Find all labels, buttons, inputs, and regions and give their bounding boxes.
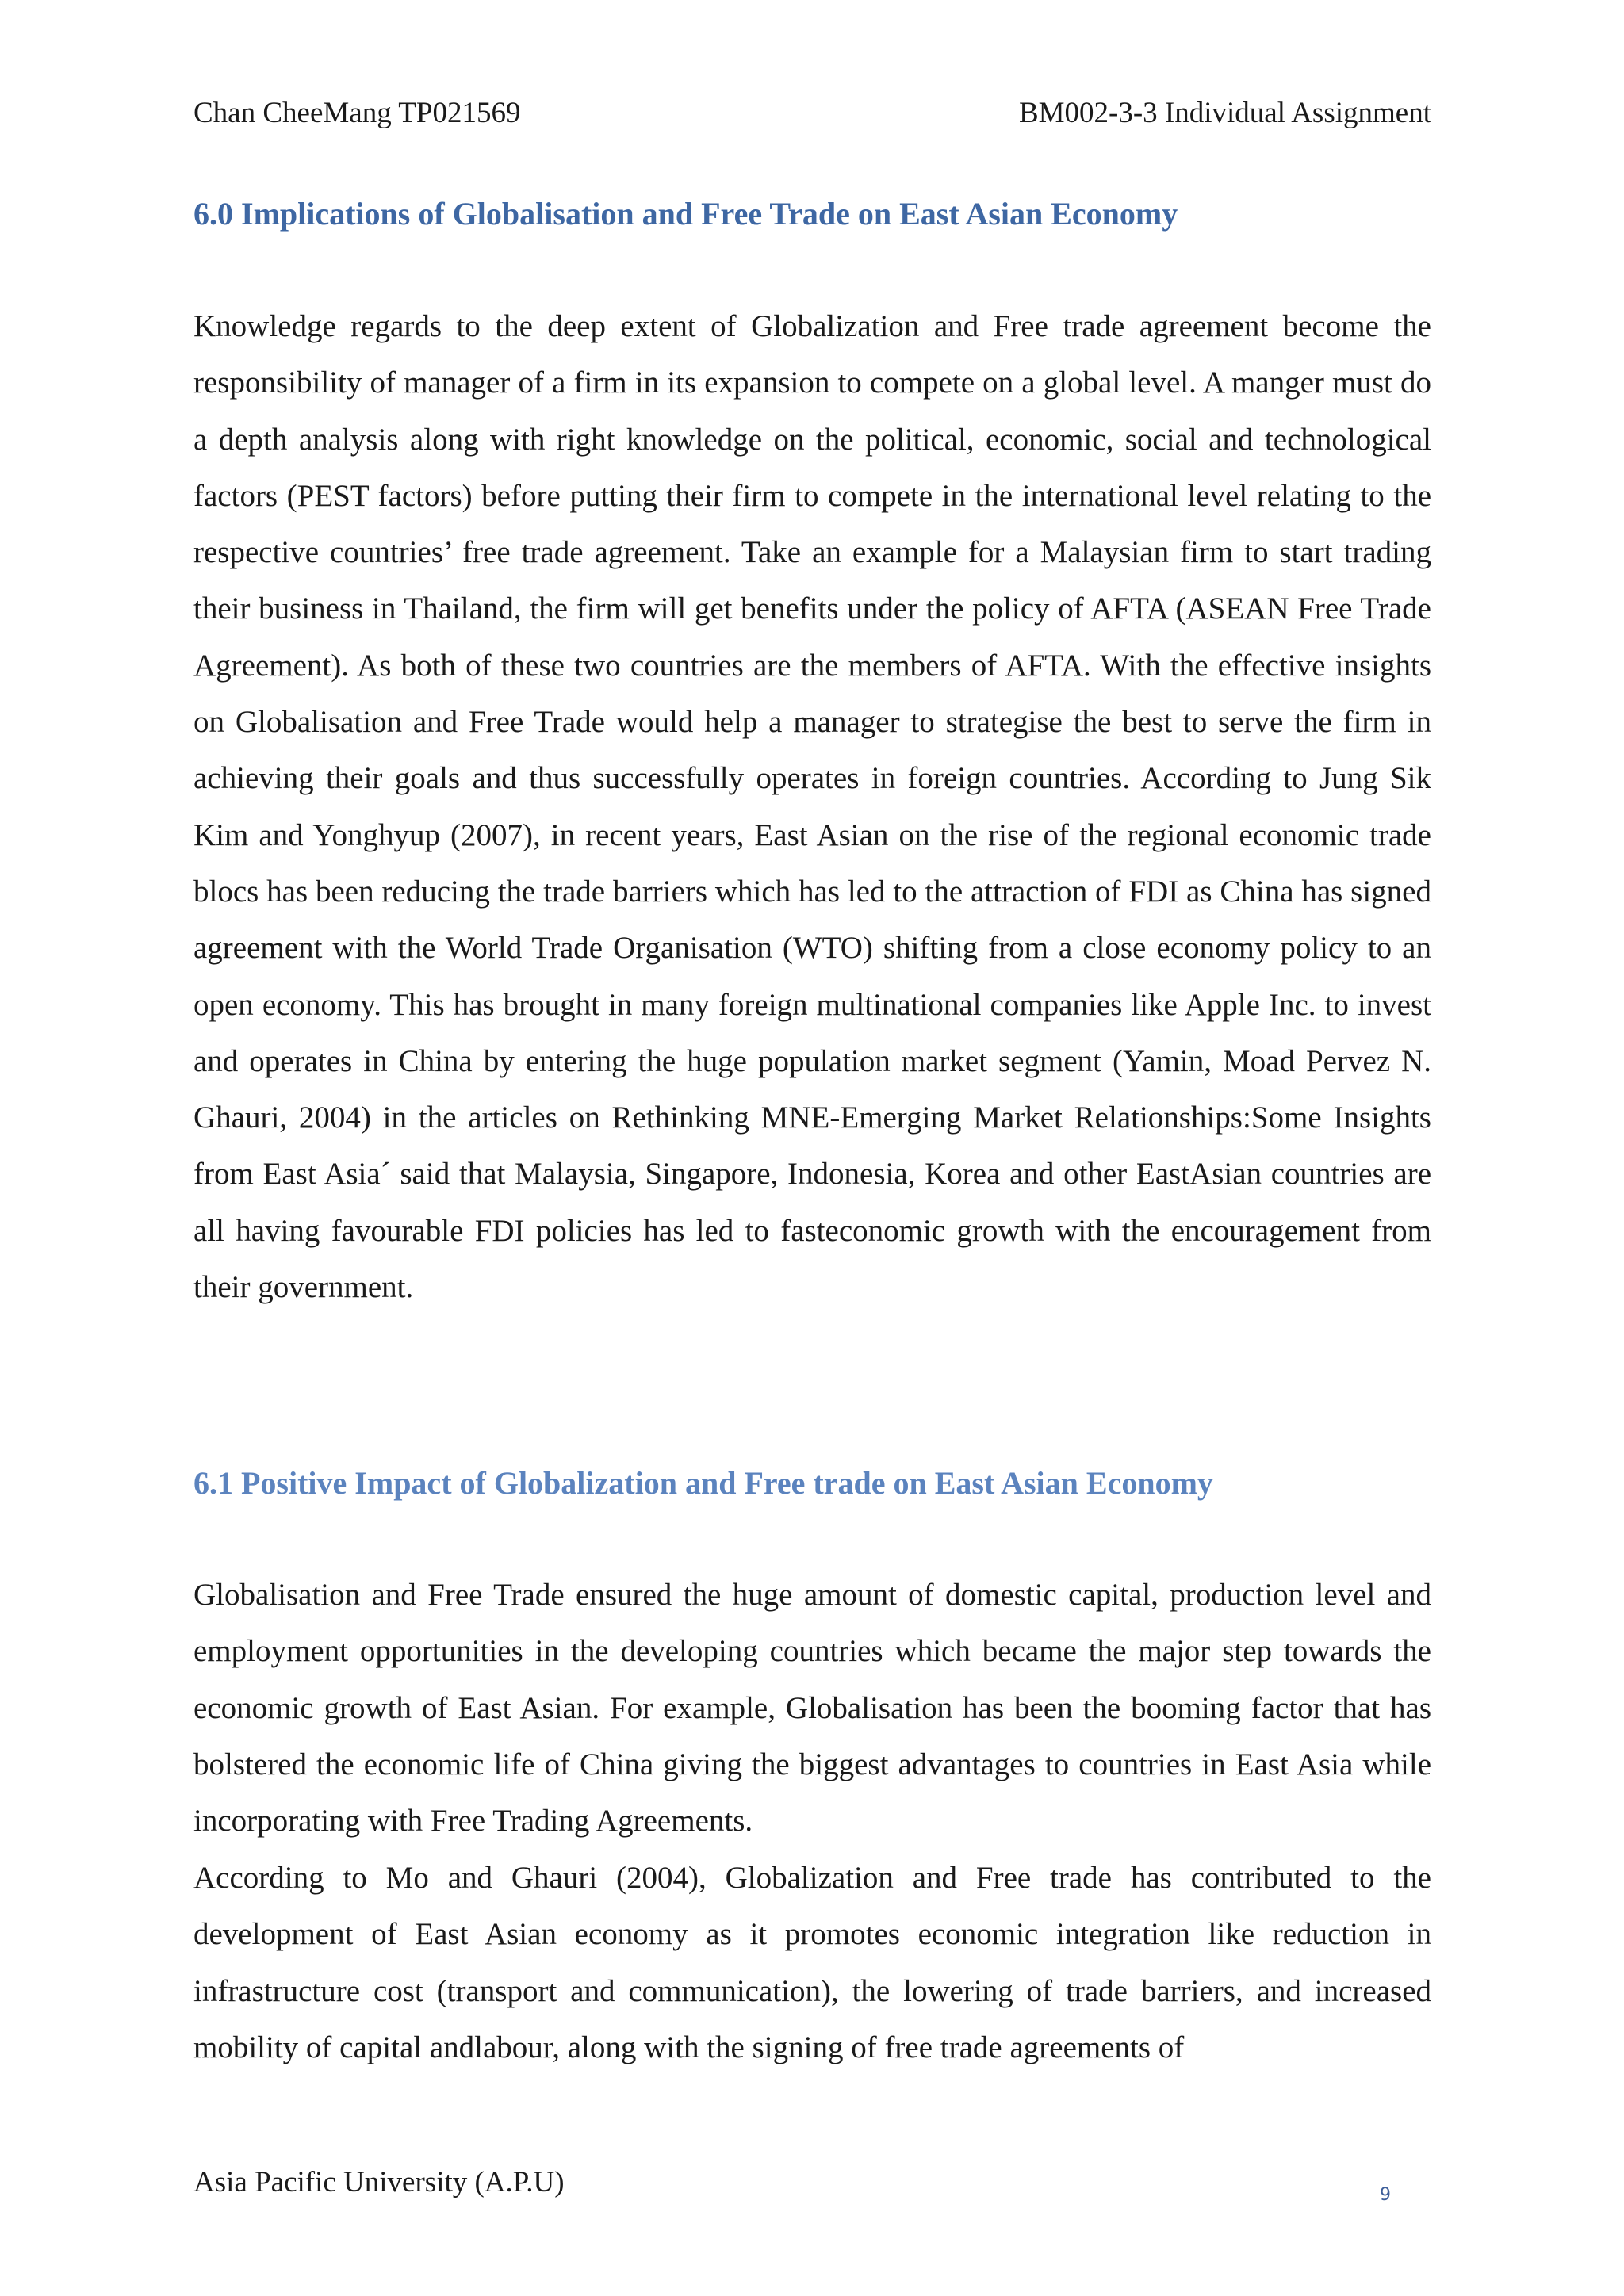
section-heading-6-0: 6.0 Implications of Globalisation and Free Trade on East Asian Economy (193, 196, 1178, 232)
section-6-1-paragraph-1: Globalisation and Free Trade ensured the huge amount of domestic capital, production level and employment opportunities in the developing countries which became the major step towards the economic growth of East Asian. For example, Globalisation has been the booming factor that has bolstered the economic life of China giving the biggest advantages to countries in East Asia while incorporating with Free Trading Agreements. (193, 1578, 1431, 1839)
section-heading-6-1: 6.1 Positive Impact of Globalization and Free trade on East Asian Economy (193, 1465, 1213, 1501)
section-6-1-paragraph-2: According to Mo and Ghauri (2004), Globalization and Free trade has contributed to the development of East Asian economy as it promotes economic integration like reduction in infrastructure cost (transport and communication), the lowering of trade barriers, and increased mobility of capital andlabour, along with the signing of free trade agreements of (193, 1861, 1431, 2064)
section-6-0-paragraph: Knowledge regards to the deep extent of Globalization and Free trade agreement become the responsibility of manager of a firm in its expansion to compete on a global level. A manger must do a depth analysis along with right knowledge on the political, economic, social and technological factors (PEST factors) before putting their firm to compete in the international level relating to the respective countries’ free trade agreement. Take an example for a Malaysian firm to start trading their business in Thailand, the firm will get benefits under the policy of AFTA (ASEAN Free Trade Agreement). As both of these two countries are the members of AFTA. With the effective insights on Globalisation and Free Trade would help a manager to strategise the best to serve the firm in achieving their goals and thus successfully operates in foreign countries. According to Jung Sik Kim and Yonghyup (2007), in recent years, East Asian on the rise of the regional economic trade blocs has been reducing the trade barriers which has led to the attraction of FDI as China has signed agreement with the World Trade Organisation (WTO) shifting from a close economy policy to an open economy. This has brought in many foreign multinational companies like Apple Inc. to invest and operates in China by entering the huge population market segment (Yamin, Moad Pervez N. Ghauri, 2004) in the articles on Rethinking MNE-Emerging Market Relationships:Some Insights from East Asia´ said that Malaysia, Singapore, Indonesia, Korea and other EastAsian countries are all having favourable FDI policies has led to fasteconomic growth with the encouragement from their government. (193, 309, 1431, 1305)
header-course: BM002-3-3 Individual Assignment (1018, 97, 1431, 129)
header-author: Chan CheeMang TP021569 (193, 97, 521, 129)
footer-institution: Asia Pacific University (A.P.U) (193, 2166, 565, 2198)
page-number: 9 (1380, 2185, 1391, 2205)
